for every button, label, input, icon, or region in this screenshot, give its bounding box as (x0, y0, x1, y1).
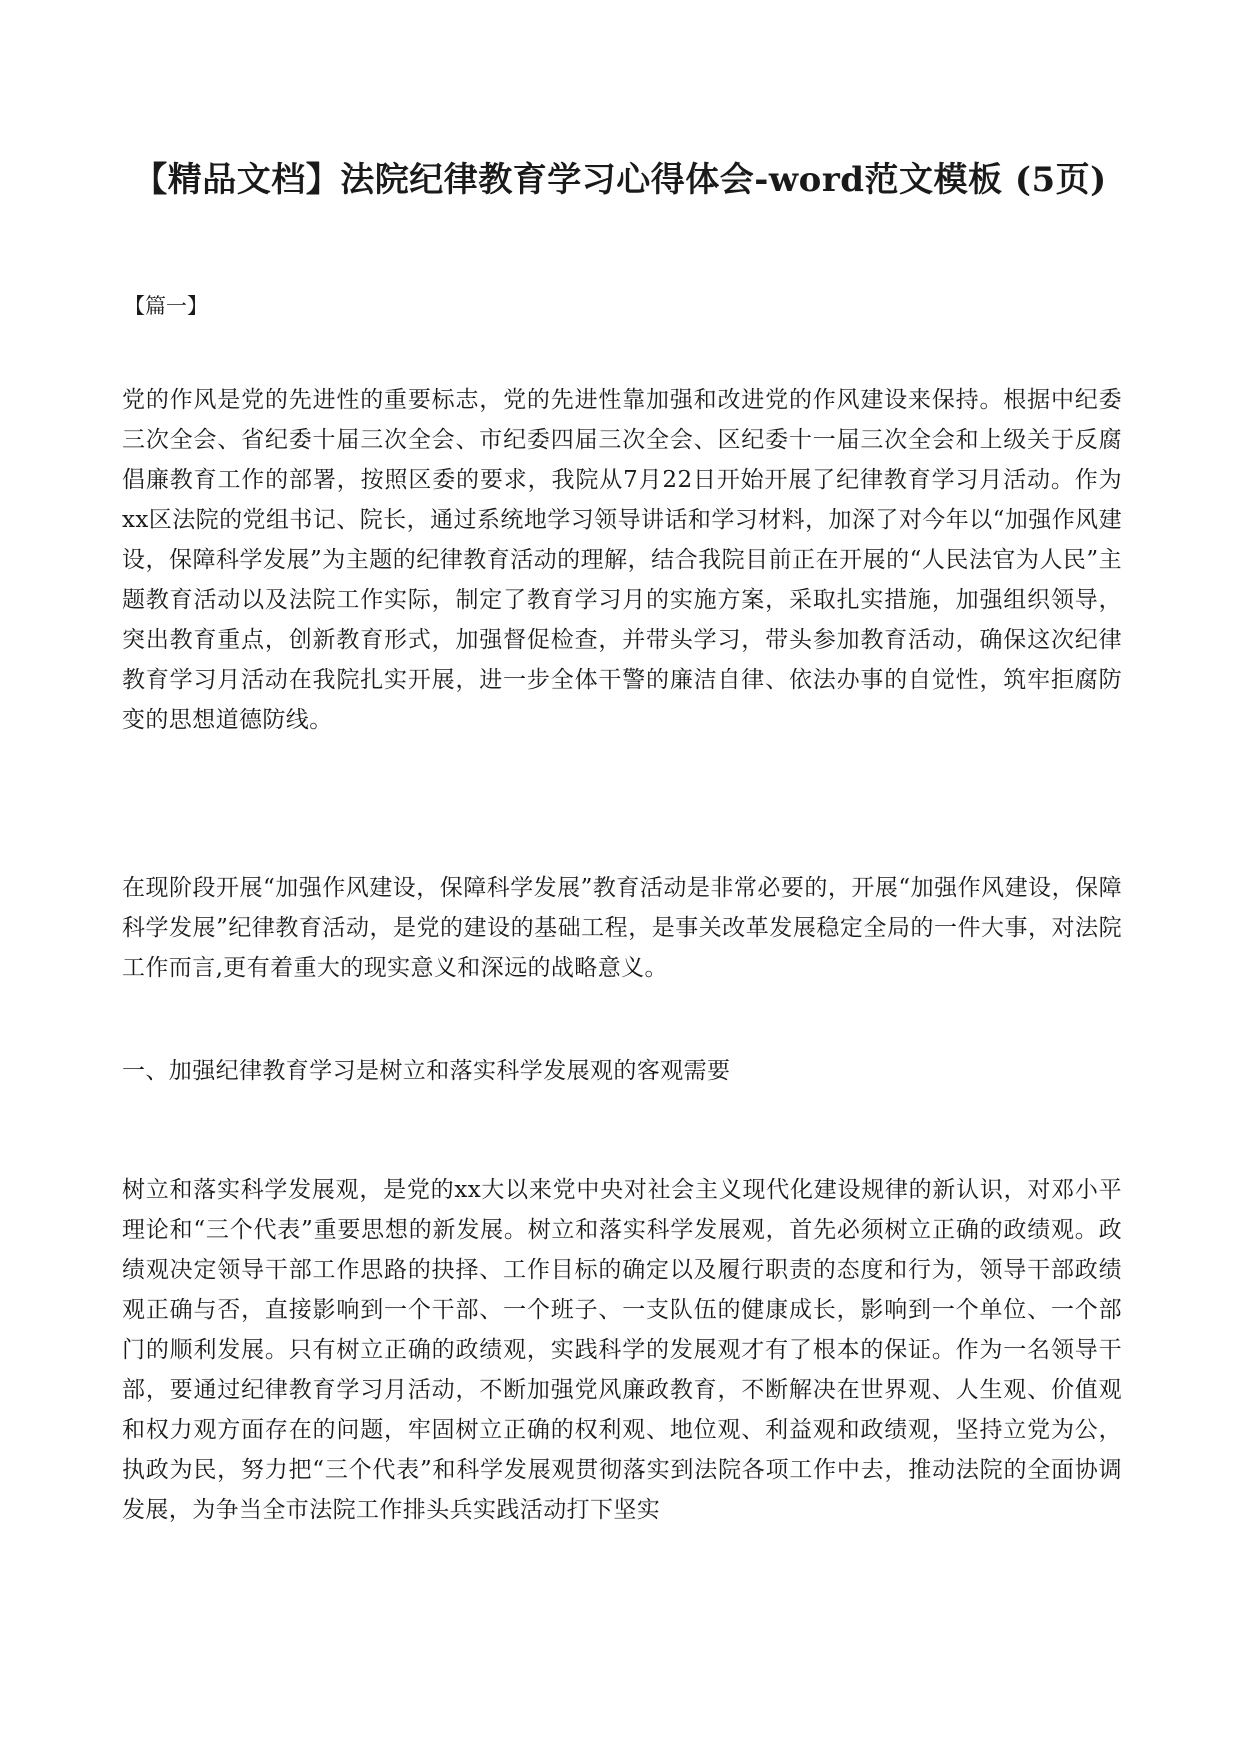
paragraph-3: 树立和落实科学发展观，是党的xx大以来党中央对社会主义现代化建设规律的新认识，对邓小平理论和“三个代表”重要思想的新发展。树立和落实科学发展观，首先必须树立正确的政绩观。政绩观决定领导干部工作思路的抉择、工作目标的确定以及履行职责的态度和行为，领导干部政绩观正确与否，直接影响到一个干部、一个班子、一支队伍的健康成长，影响到一个单位、一个部门的顺利发展。只有树立正确的政绩观，实践科学的发展观才有了根本的保证。作为一名领导干部，要通过纪律教育学习月活动，不断加强党风廉政教育，不断解决在世界观、人生观、价值观和权力观方面存在的问题，牢固树立正确的权利观、地位观、利益观和政绩观，坚持立党为公，执政为民，努力把“三个代表”和科学发展观贯彻落实到法院各项工作中去，推动法院的全面协调发展，为争当全市法院工作排头兵实践活动打下坚实 (122, 1177, 1122, 1523)
document-title: 【精品文档】法院纪律教育学习心得体会-word范文模板 (5页) (133, 160, 1107, 200)
section-heading: 一、加强纪律教育学习是树立和落实科学发展观的客观需要 (122, 1058, 731, 1084)
section-label: 【篇一】 (124, 294, 208, 318)
paragraph-2: 在现阶段开展“加强作风建设，保障科学发展”教育活动是非常必要的，开展“加强作风建设，保障科学发展”纪律教育活动，是党的建设的基础工程，是事关改革发展稳定全局的一件大事，对法院工作而言,更有着重大的现实意义和深远的战略意义。 (122, 875, 1122, 981)
paragraph-1: 党的作风是党的先进性的重要标志，党的先进性靠加强和改进党的作风建设来保持。根据中纪委三次全会、省纪委十届三次全会、市纪委四届三次全会、区纪委十一届三次全会和上级关于反腐倡廉教育工作的部署，按照区委的要求，我院从7月22日开始开展了纪律教育学习月活动。作为xx区法院的党组书记、院长，通过系统地学习领导讲话和学习材料，加深了对今年以“加强作风建设，保障科学发展”为主题的纪律教育活动的理解，结合我院目前正在开展的“人民法官为人民”主题教育活动以及法院工作实际，制定了教育学习月的实施方案，采取扎实措施，加强组织领导，突出教育重点，创新教育形式，加强督促检查，并带头学习，带头参加教育活动，确保这次纪律教育学习月活动在我院扎实开展，进一步全体干警的廉洁自律、依法办事的自觉性，筑牢拒腐防变的思想道德防线。 (122, 387, 1122, 733)
